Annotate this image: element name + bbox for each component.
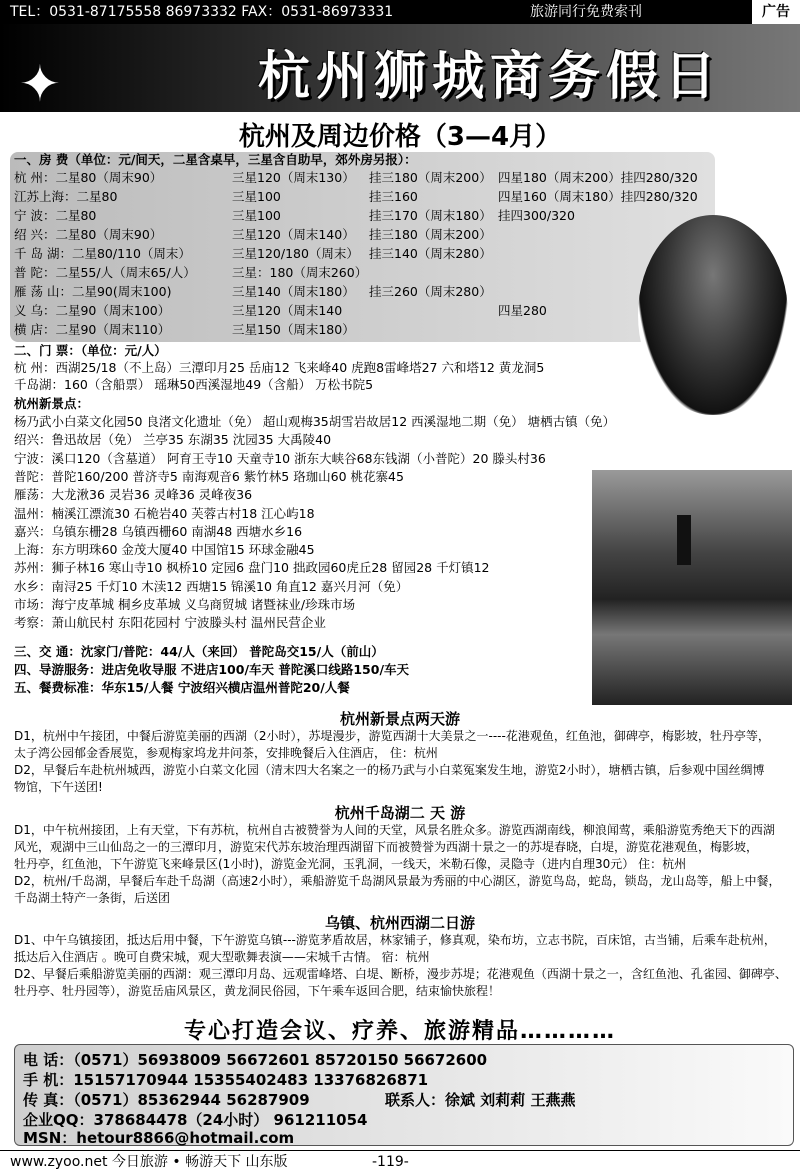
new-spot-line: 考察：萧山航民村 东阳花园村 宁波滕头村 温州民营企业: [14, 615, 326, 631]
room-price-cell: 江苏上海：二星80: [14, 189, 118, 204]
tour-line: D1，中午杭州接团，上有天堂，下有苏杭，杭州自古被赞誉为人间的天堂，风景名胜众多。游览西湖南线，柳浪闻莺，乘船游览秀绝天下的西湖: [14, 823, 775, 837]
transport-line: 三、交 通：沈家门/普陀：44/人（来回） 普陀岛交15/人（前山）: [14, 644, 384, 659]
tour-line: 物馆，下午送团!: [14, 780, 103, 794]
room-price-cell: 挂三180（周末200）: [369, 227, 492, 242]
tour-line: 千岛湖土特产一条街，后送团: [14, 891, 171, 905]
room-price-cell: 三星150（周末180）: [232, 322, 355, 337]
tour-line: D2、早餐后乘船游览美丽的西湖：观三潭印月岛、远观雷峰塔、白堤、断桥，漫步苏堤；花港观鱼（西湖十景之一，含红鱼池、孔雀园、御碑亭、: [14, 967, 787, 981]
room-price-cell: 三星100: [232, 189, 281, 204]
banner-title: 杭州狮城商务假日: [257, 46, 722, 107]
room-price-cell: 三星120（周末140）: [232, 227, 355, 242]
fax-line: 传 真：（0571）85362944 56287909: [23, 1091, 310, 1109]
tour-line: 牡丹亭、牡丹园等），游览岳庙风景区，黄龙洞民俗园，下午乘车返回合肥，结束愉快旅程！: [14, 984, 501, 998]
tour-line: D1、中午乌镇接团，抵达后用中餐，下午游览乌镇---游览茅盾故居，林家铺子，修真观，染布坊，立志书院，百床馆，古当铺，后乘车赴杭州，: [14, 933, 776, 947]
ticket-heading: 二、门 票：（单位：元/人）: [14, 343, 167, 358]
room-price-cell: 杭 州：二星80（周末90）: [14, 170, 163, 185]
room-price-cell: 四星160（周末180）挂四280/320: [498, 189, 698, 204]
tour-line: D2，杭州/千岛湖，早餐后车赴千岛湖（高速2小时），乘船游览千岛湖风景最为秀丽的中心湖区，游览鸟岛，蛇岛，锁岛，龙山岛等，船上中餐，: [14, 874, 781, 888]
page-subtitle: 杭州及周边价格（3—4月）: [238, 122, 562, 152]
room-price-cell: 普 陀：二星55/人（周末65/人）: [14, 265, 196, 280]
new-spot-line: 上海：东方明珠60 金茂大厦40 中国馆15 环球金融45: [14, 542, 315, 558]
contact-persons: 联系人：徐斌 刘莉莉 王燕燕: [385, 1091, 576, 1109]
sparkle-icon: ✦: [19, 55, 61, 113]
west-lake-photo: [638, 215, 788, 415]
room-price-cell: 三星120（周末140: [232, 303, 343, 318]
room-price-cell: 雁 荡 山：二星90(周末100): [14, 284, 172, 299]
ticket-line: 杭 州：西湖25/18（不上岛）三潭印月25 岳庙12 飞来峰40 虎跑8雷峰塔27 六和塔12 黄龙洞5: [14, 360, 545, 375]
meal-standard-line: 五、餐费标准：华东15/人餐 宁波绍兴横店温州普陀20/人餐: [14, 680, 350, 695]
room-price-cell: 三星120（周末130）: [232, 170, 355, 185]
contact-box: [14, 1044, 794, 1146]
new-spot-line: 水乡：南浔25 千灯10 木渎12 西塘15 锦溪10 角直12 嘉兴月河（免）: [14, 578, 409, 594]
tour-line: 抵达后入住酒店 。晚可自费宋城，观大型歌舞表演——宋城千古情。 宿：杭州: [14, 950, 430, 964]
tour-line: 牡丹亭，红鱼池，下午游览飞来峰景区(1小时)，游览金光洞，玉乳洞，一线天，米勒石像，灵隐寺（进内自理30元） 住：杭州: [14, 857, 687, 871]
room-price-cell: 义 乌：二星90（周末100）: [14, 303, 171, 318]
new-spot-line: 绍兴：鲁迅故居（免） 兰亭35 东湖35 沈园35 大禹陵40: [14, 432, 332, 448]
new-spot-line: 嘉兴：乌镇东栅28 乌镇西栅60 南湖48 西塘水乡16: [14, 523, 303, 539]
tour-line: D1，杭州中午接团，中餐后游览美丽的西湖（2小时），苏堤漫步，游览西湖十大美景之一----花港观鱼，红鱼池，御碑亭，梅影坡，牡丹亭等，: [14, 729, 770, 743]
mobile-line: 手 机：15157170944 15355402483 13376826871: [23, 1071, 429, 1089]
room-price-cell: 宁 波：二星80: [14, 208, 97, 223]
room-price-cell: 三星140（周末180）: [232, 284, 355, 299]
room-price-cell: 三星100: [232, 208, 281, 223]
new-spot-line: 宁波：溪口120（含墓道） 阿育王寺10 天童寺10 浙东大峡谷68东钱湖（小普陀）20 滕头村36: [14, 450, 546, 466]
tour-title: 杭州千岛湖二 天 游: [334, 804, 466, 822]
room-price-cell: 千 岛 湖：二星80/110（周末）: [14, 246, 191, 261]
footer-site: www.zyoo.net 今日旅游 • 畅游天下 山东版: [10, 1154, 288, 1170]
tour-line: 太子湾公园郁金香展览，参观梅家坞龙井问茶，安排晚餐后入住酒店， 住：杭州: [14, 746, 438, 760]
header-bar: [0, 0, 800, 24]
pagoda-shape: [677, 515, 691, 565]
room-price-cell: 挂三170（周末180）: [369, 208, 492, 223]
thousand-island-lake-photo: [592, 470, 792, 705]
new-spot-line: 雁荡：大龙湫36 灵岩36 灵峰36 灵峰夜36: [14, 487, 253, 503]
room-price-cell: 挂三180（周末200）: [369, 170, 492, 185]
tour-line: D2，早餐后车赴杭州城西，游览小白菜文化园（清末四大名案之一的杨乃武与小白菜冤案发生地，游览2小时），塘栖古镇，后参观中国丝绸博: [14, 763, 765, 777]
new-spot-line: 温州：楠溪江漂流30 石桅岩40 芙蓉古村18 江心屿18: [14, 505, 315, 521]
title-banner: [0, 24, 800, 112]
room-price-cell: 四星180（周末200）挂四280/320: [498, 170, 698, 185]
qq-line: 企业QQ：378684478（24小时） 961211054: [23, 1111, 368, 1129]
room-heading: 一、房 费（单位：元/间天，二星含桌早，三星含自助早，郊外房另报）：: [14, 152, 417, 167]
new-spots-heading: 杭州新景点：: [14, 396, 90, 411]
ticket-line: 千岛湖：160（含船票） 瑶琳50西溪湿地49（含船） 万松书院5: [14, 377, 374, 392]
footer: [0, 1150, 800, 1173]
tour-title: 杭州新景点两天游: [339, 710, 460, 728]
tel-fax-text: TEL：0531-87175558 86973332 FAX：0531-86973331: [10, 4, 394, 20]
new-spot-line: 苏州：狮子林16 寒山寺10 枫桥10 定园6 盘门10 拙政园60虎丘28 留园28 千灯镇12: [14, 560, 490, 576]
tour-title: 乌镇、杭州西湖二日游: [324, 914, 475, 932]
page-number: -119-: [372, 1154, 409, 1170]
phone-line: 电 话：（0571）56938009 56672601 85720150 56672600: [23, 1051, 488, 1069]
room-price-cell: 挂三140（周末280）: [369, 246, 492, 261]
room-price-cell: 绍 兴：二星80（周末90）: [14, 227, 163, 242]
room-price-cell: 三星：180（周末260）: [232, 265, 368, 280]
new-spot-line: 市场：海宁皮革城 桐乡皮革城 义乌商贸城 诸暨袜业/珍珠市场: [14, 597, 356, 612]
free-index-note: 旅游同行免费索刊: [530, 4, 642, 20]
room-price-cell: 横 店：二星90（周末110）: [14, 322, 171, 337]
guide-service-line: 四、导游服务：进店免收导服 不进店100/车天 普陀溪口线路150/车天: [14, 662, 410, 677]
room-price-cell: 四星280: [498, 303, 547, 318]
room-price-cell: 挂四300/320: [498, 208, 575, 223]
slogan: 专心打造会议、疗养、旅游精品…………: [183, 1019, 616, 1044]
msn-line: MSN：hetour8866@hotmail.com: [23, 1129, 295, 1147]
tour-line: 风光，观湖中三山仙岛之一的三潭印月，游览宋代苏东坡治理西湖留下而被赞誉为西湖十景之一的苏堤春晓，白堤，游览花港观鱼，梅影坡，: [14, 840, 759, 854]
room-price-cell: 挂三160: [369, 189, 418, 204]
new-spot-line: 杨乃武小白菜文化园50 良渚文化遗址（免） 超山观梅35胡雪岩故居12 西溪湿地二期（免） 塘栖古镇（免）: [14, 414, 616, 429]
room-price-cell: 三星120/180（周末）: [232, 246, 359, 261]
ad-label: 广告: [750, 0, 800, 24]
new-spot-line: 普陀：普陀160/200 普济寺5 南海观音6 紫竹林5 珞珈山60 桃花寨45: [14, 468, 404, 484]
room-price-cell: 挂三260（周末280）: [369, 284, 492, 299]
